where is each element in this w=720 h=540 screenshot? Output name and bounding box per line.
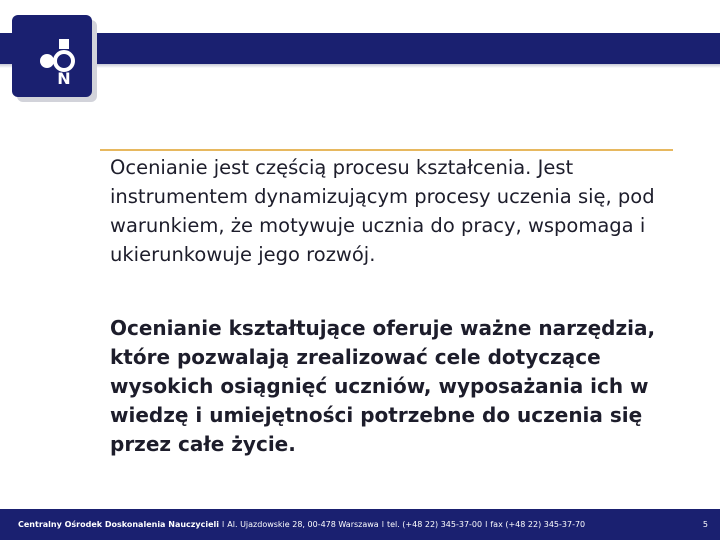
footer-separator: l [222, 520, 225, 529]
footer-address: Al. Ujazdowskie 28, 00-478 Warszawa [227, 520, 379, 529]
logo-ring [55, 52, 73, 70]
logo-left-circle [40, 54, 54, 68]
footer-text [18, 509, 585, 540]
logo-letter: N [57, 69, 71, 85]
codn-logo-icon [40, 39, 88, 85]
logo-top-square [59, 39, 69, 49]
footer-separator: l [485, 520, 488, 529]
footer-bar [0, 509, 720, 540]
page-number: 5 [702, 520, 708, 529]
paragraph-bold: Ocenianie kształtujące oferuje ważne narzędzia, które pozwalają zrealizować cele dotyczące wysokich osiągnięć uczniów, wyposażania ich w wiedzę i umiejętności potrzebne do uczenia się przez całe życie. [110, 316, 656, 456]
footer-phone: tel. (+48 22) 345-37-00 [386, 520, 483, 529]
logo-tile [12, 15, 92, 97]
footer-organization: Centralny Ośrodek Doskonalenia Nauczycieli [18, 520, 220, 529]
title-rule [100, 149, 673, 151]
footer-fax: fax (+48 22) 345-37-70 [490, 520, 586, 529]
header-band-shadow [0, 64, 720, 68]
paragraph-regular: Ocenianie jest częścią procesu kształcenia. Jest instrumentem dynamizującym procesy uczenia się, pod warunkiem, że motywuje ucznia do pracy, wspomaga i ukierunkowuje jego rozwój. [110, 156, 655, 266]
header-band [0, 33, 720, 64]
footer-separator: l [381, 520, 384, 529]
